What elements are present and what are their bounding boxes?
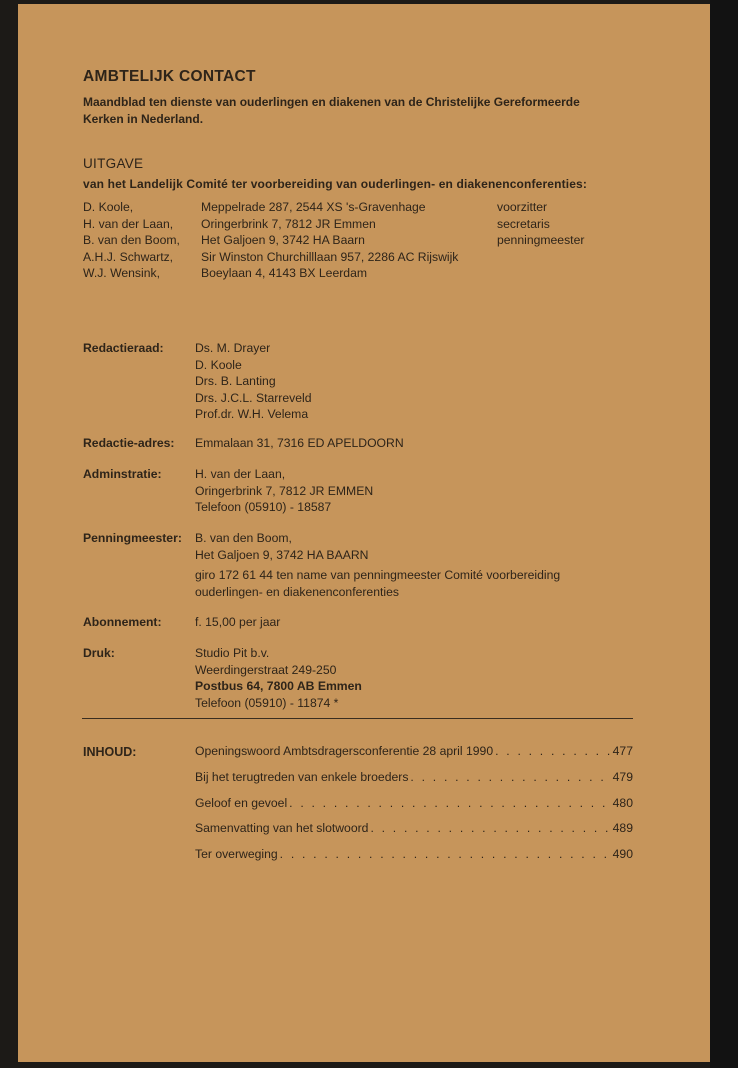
member-address: Meppelrade 287, 2544 XS 's-Gravenhage (201, 200, 426, 214)
penningmeester-block (195, 530, 368, 563)
administratie-line: H. van der Laan, (195, 467, 286, 481)
druk-line: Telefoon (05910) - 11874 * (195, 695, 339, 710)
abonnement-label: Abonnement: (83, 615, 162, 629)
toc-page: 489 (612, 821, 633, 835)
administratie-line: Oringerbrink 7, 7812 JR EMMEN (195, 483, 374, 498)
toc-title: Geloof en gevoel (195, 796, 288, 810)
administratie-label: Adminstratie: (83, 467, 162, 481)
redactieraad-member: Ds. M. Drayer (195, 341, 271, 355)
toc-item[interactable] (195, 847, 633, 861)
member-address: Oringerbrink 7, 7812 JR Emmen (201, 216, 376, 231)
druk-line: Studio Pit b.v. (195, 646, 270, 660)
toc-item[interactable] (195, 744, 633, 758)
penningmeester-line: Het Galjoen 9, 3742 HA BAARN (195, 547, 369, 562)
toc-item[interactable] (195, 821, 633, 835)
toc-leader (289, 796, 611, 810)
redactieraad-member: Drs. J.C.L. Starreveld (195, 390, 312, 405)
redactie-adres-label: Redactie-adres: (83, 436, 175, 450)
masthead-subtitle-line1: Maandblad ten dienste van ouderlingen en diakenen van de Christelijke Gereformeerde (83, 95, 580, 109)
member-name: B. van den Boom, (83, 233, 180, 247)
druk-label: Druk: (83, 646, 115, 660)
redactieraad-member: D. Koole (195, 357, 242, 372)
giro-line: ouderlingen- en diakenenconferenties (195, 584, 399, 599)
druk-block (195, 645, 362, 711)
redactieraad-list (195, 340, 312, 423)
committee-names (83, 199, 180, 282)
toc-title: Bij het terugtreden van enkele broeders (195, 770, 409, 784)
toc-leader (370, 821, 610, 835)
redactieraad-label: Redactieraad: (83, 341, 164, 355)
giro-line: giro 172 61 44 ten name van penningmeester Comité voorbereiding (195, 568, 561, 582)
toc-leader (280, 847, 611, 861)
uitgave-heading: UITGAVE (83, 156, 144, 171)
member-name: A.H.J. Schwartz, (83, 249, 174, 264)
toc-leader (495, 744, 611, 758)
penningmeester-line: B. van den Boom, (195, 531, 292, 545)
toc-item[interactable] (195, 770, 633, 784)
inhoud-label: INHOUD: (83, 745, 137, 759)
committee-roles (497, 199, 584, 249)
member-address: Sir Winston Churchilllaan 957, 2286 AC Rijswijk (201, 249, 459, 264)
member-address: Het Galjoen 9, 3742 HA Baarn (201, 233, 365, 247)
member-address: Boeylaan 4, 4143 BX Leerdam (201, 266, 368, 280)
committee-addresses (201, 199, 458, 282)
member-role: penningmeester (497, 233, 585, 247)
member-role: voorzitter (497, 200, 548, 214)
administratie-line: Telefoon (05910) - 18587 (195, 500, 332, 514)
divider (82, 718, 633, 719)
member-name: D. Koole, (83, 200, 134, 214)
redactie-adres-value: Emmalaan 31, 7316 ED APELDOORN (195, 436, 404, 450)
member-role: secretaris (497, 216, 550, 231)
masthead-title: AMBTELIJK CONTACT (83, 68, 256, 85)
toc-page: 477 (612, 744, 633, 758)
toc-title: Ter overweging (195, 847, 278, 861)
druk-postbus: Postbus 64, 7800 AB Emmen (195, 679, 362, 693)
giro-block (195, 567, 560, 600)
redactieraad-member: Prof.dr. W.H. Velema (195, 407, 309, 421)
toc-item[interactable] (195, 796, 633, 810)
administratie-block (195, 466, 373, 516)
toc-page: 480 (612, 796, 633, 810)
toc-page: 490 (612, 847, 633, 861)
abonnement-value: f. 15,00 per jaar (195, 615, 281, 629)
penningmeester-label: Penningmeester: (83, 531, 182, 545)
binding-edge (710, 0, 738, 1068)
member-name: W.J. Wensink, (83, 266, 160, 280)
druk-line: Weerdingerstraat 249-250 (195, 662, 337, 677)
uitgave-intro: van het Landelijk Comité ter voorbereiding van ouderlingen- en diakenenconferenties: (83, 177, 588, 191)
toc-leader (410, 770, 610, 784)
member-name: H. van der Laan, (83, 216, 174, 231)
toc-page: 479 (612, 770, 633, 784)
masthead-subtitle-line2: Kerken in Nederland. (83, 112, 204, 126)
toc-title: Openingswoord Ambtsdragersconferentie 28 april 1990 (195, 744, 494, 758)
redactieraad-member: Drs. B. Lanting (195, 374, 276, 388)
toc-title: Samenvatting van het slotwoord (195, 821, 369, 835)
